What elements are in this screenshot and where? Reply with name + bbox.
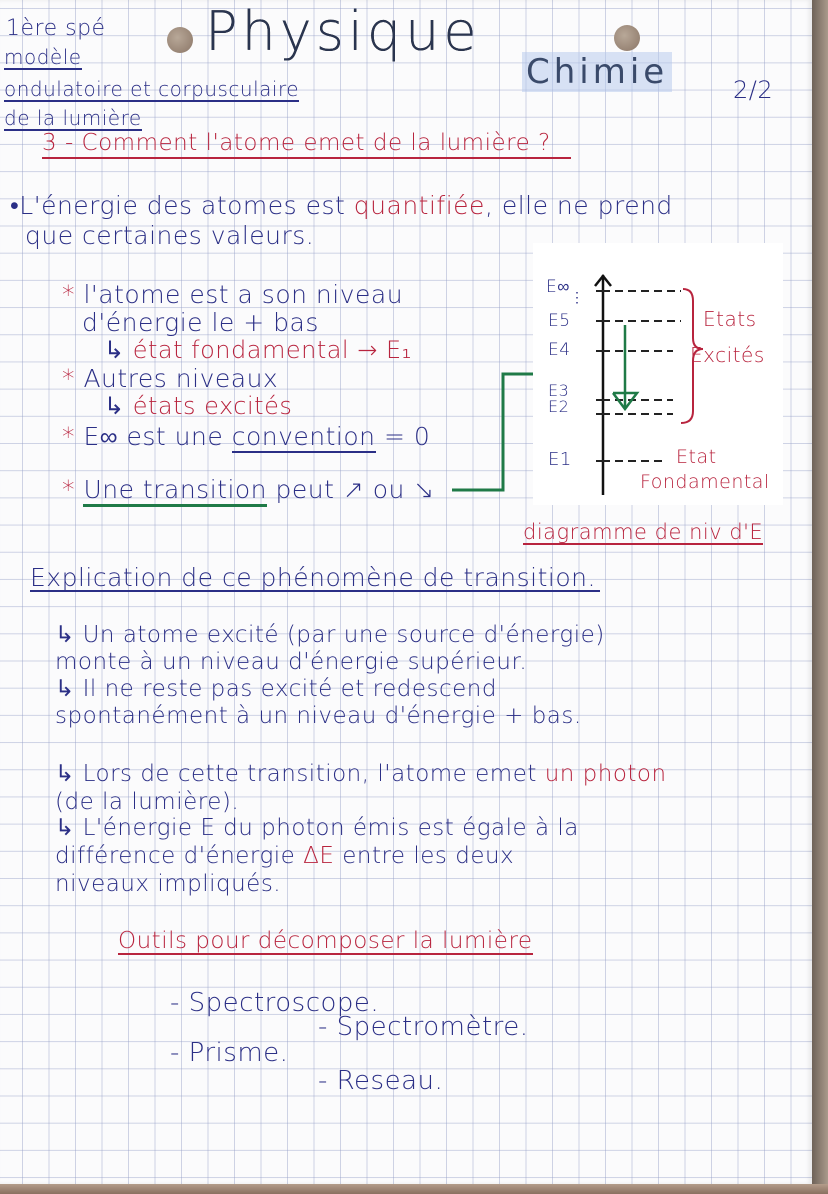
page-edge-shadow <box>812 0 828 1194</box>
point-excited-states: ↳ états excités <box>104 392 293 420</box>
excited-states-label-2: Excités <box>690 343 765 367</box>
explanation-p2-line2: spontanément à un niveau d'énergie + bas. <box>55 703 582 729</box>
chapter-line-3: de la lumière <box>4 106 142 130</box>
ground-state-label-1: Etat <box>676 446 717 468</box>
explanation-p1-line1: ↳ Un atome excité (par une source d'énergie) <box>55 622 605 648</box>
subject-title-chimie: Chimie <box>522 52 672 92</box>
explanation-p4-line1: ↳ L'énergie E du photon émis est égale à la <box>55 815 579 841</box>
explanation-p4-line3: niveaux impliqués. <box>55 871 282 897</box>
subject-title-physique: Physique <box>205 0 481 63</box>
level-dots: ⋮ <box>570 290 585 306</box>
page-bottom-edge <box>0 1184 828 1194</box>
tool-spectrometre: - Spectromètre. <box>318 1012 529 1042</box>
excited-states-label-1: Etats <box>703 307 757 331</box>
explanation-p4-line2: différence d'énergie ΔE entre les deux <box>55 843 515 869</box>
explanation-p2-line1: ↳ Il ne reste pas excité et redescend <box>55 676 497 702</box>
ground-state-label-2: Fondamental <box>640 471 770 493</box>
chapter-line-1: modèle <box>4 45 82 69</box>
delta-e-highlight: ΔE <box>303 843 335 869</box>
point-ground-state: ↳ état fondamental → E₁ <box>104 336 412 364</box>
tool-spectroscope: - Spectroscope. <box>170 988 380 1018</box>
point-atom-lowest-cont: d'énergie le + bas <box>82 308 319 337</box>
chapter-line-2: ondulatoire et corpusculaire <box>4 77 300 101</box>
level-label-e4: E4 <box>548 340 571 360</box>
tool-reseau: - Reseau. <box>318 1066 444 1096</box>
level-label-e3: E3 <box>548 381 570 400</box>
binder-hole-right <box>614 25 640 51</box>
level-label-e5: E5 <box>548 311 571 331</box>
explanation-p1-line2: monte à un niveau d'énergie supérieur. <box>55 649 528 675</box>
explanation-p3-line2: (de la lumière). <box>55 789 240 815</box>
intro-line-2: que certaines valeurs. <box>25 221 315 250</box>
explanation-title: Explication de ce phénomène de transition. <box>30 565 600 592</box>
binder-hole-left <box>167 27 193 53</box>
tool-prisme: - Prisme. <box>170 1038 289 1068</box>
quantified-highlight: quantifiée <box>353 191 485 220</box>
level-label-e2: E2 <box>548 397 570 416</box>
intro-line-1: •L'énergie des atomes est quantifiée, elle ne prend <box>10 191 673 220</box>
point-atom-lowest: * l'atome est a son niveau <box>62 280 404 309</box>
point-transition: * Une transition peut ↗ ou ↘ <box>62 477 435 502</box>
point-e-infinity: * E∞ est une convention = 0 <box>62 422 431 451</box>
tools-title: Outils pour décomposer la lumière <box>118 928 533 954</box>
page-number: 2/2 <box>733 76 774 104</box>
level-label-e1: E1 <box>548 449 572 470</box>
point-other-levels: * Autres niveaux <box>62 364 279 393</box>
level-label-e-infinity: E∞ <box>546 277 570 297</box>
explanation-p3-line1: ↳ Lors de cette transition, l'atome emet un photon <box>55 761 667 787</box>
bullet: • <box>10 191 20 220</box>
class-label: 1ère spé <box>6 16 106 41</box>
diagram-caption: diagramme de niv d'E <box>523 520 764 544</box>
section-title: 3 - Comment l'atome emet de la lumière ? <box>42 132 571 159</box>
photon-highlight: un photon <box>544 761 667 787</box>
